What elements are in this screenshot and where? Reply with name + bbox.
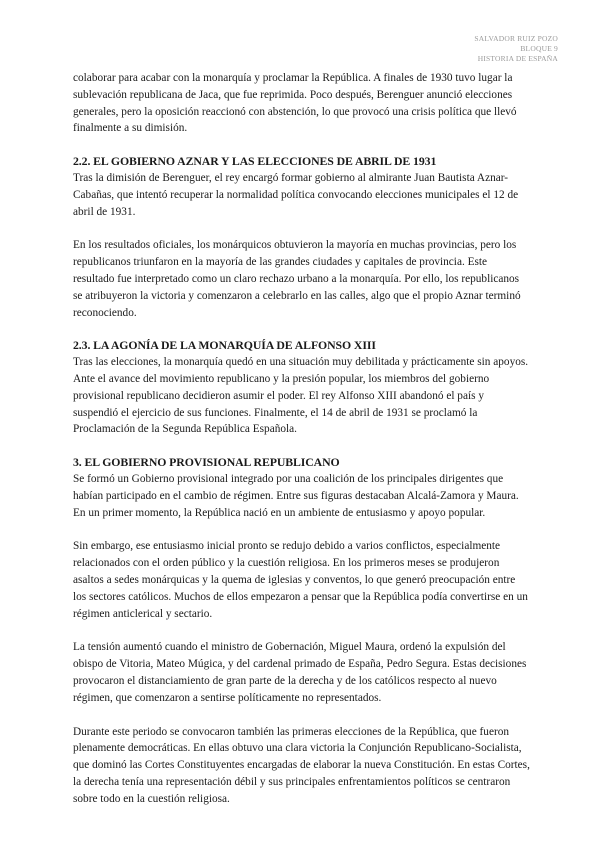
header-subject: HISTORIA DE ESPAÑA: [477, 54, 558, 63]
section-heading-2-2: 2.2. EL GOBIERNO AZNAR Y LAS ELECCIONES DE ABRIL DE 1931: [73, 154, 437, 169]
paragraph: Tras las elecciones, la monarquía quedó en una situación muy debilitada y prácticamente sin apoyos. Ante el avance del movimiento republicano y la presión popular, los miembros del gobierno provisional republicano decidieron asumir el poder. El rey Alfonso XIII abandonó el país y suspendió el ejercicio de sus funciones. Finalmente, el 14 de abril de 1931 se proclamó la Proclamación de la Segunda República Española.: [73, 356, 529, 436]
header-block: BLOQUE 9: [520, 44, 558, 53]
paragraph: Durante este periodo se convocaron también las primeras elecciones de la República, que fueron plenamente democráticas. En ellas obtuvo una clara victoria la Conjunción Republicano-Socialista, que dominó las Cortes Constituyentes encargadas de elaborar la nueva Constitución. En estas Cortes, la derecha tenía una representación débil y sus principales enfrentamientos políticos se centraron sobre todo en la cuestión religiosa.: [73, 725, 530, 805]
paragraph: La tensión aumentó cuando el ministro de Gobernación, Miguel Maura, ordenó la expulsión del obispo de Vitoria, Mateo Múgica, y del cardenal primado de España, Pedro Segura. Estas decisiones provocaron el distanciamiento de gran parte de la derecha y de los católicos respecto al nuevo régimen, que comenzaron a sentirse políticamente no representados.: [73, 641, 527, 704]
document-body: [73, 70, 531, 807]
section-heading-3: 3. EL GOBIERNO PROVISIONAL REPUBLICANO: [73, 455, 340, 470]
intro-paragraph: colaborar para acabar con la monarquía y proclamar la República. A finales de 1930 tuvo lugar la sublevación republicana de Jaca, que fue reprimida. Poco después, Berenguer anunció elecciones generales, pero la oposición reaccionó con abstención, lo que provocó una crisis política que llevó finalmente a su dimisión.: [73, 72, 517, 135]
paragraph: Sin embargo, ese entusiasmo inicial pronto se redujo debido a varios conflictos, especialmente relacionados con el orden público y la cuestión religiosa. En los primeros meses se produjeron asaltos a sedes monárquicas y la quema de iglesias y conventos, lo que generó preocupación entre los sectores católicos. Muchos de ellos empezaron a pensar que la República podía convertirse en un régimen anticlerical y sectario.: [73, 540, 528, 620]
paragraph: Se formó un Gobierno provisional integrado por una coalición de los principales dirigentes que habían participado en el cambio de régimen. Entre sus figuras destacaban Alcalá-Zamora y Maura. En un primer momento, la República nació en un ambiente de entusiasmo y apoyo popular.: [73, 472, 519, 519]
header-author: SALVADOR RUIZ POZO: [474, 34, 558, 43]
paragraph: En los resultados oficiales, los monárquicos obtuvieron la mayoría en muchas provincias, pero los republicanos triunfaron en la mayoría de las grandes ciudades y capitales de provincia. Este resultado fue interpretado como un claro rechazo urbano a la monarquía. Por ello, los republicanos se atribuyeron la victoria y comenzaron a celebrarlo en las calles, algo que el propio Aznar terminó reconociendo.: [73, 239, 521, 319]
section-heading-2-3: 2.3. LA AGONÍA DE LA MONARQUÍA DE ALFONSO XIII: [73, 338, 376, 353]
paragraph: Tras la dimisión de Berenguer, el rey encargó formar gobierno al almirante Juan Bautista Aznar-Cabañas, que intentó recuperar la normalidad política convocando elecciones municipales el 12 de abril de 1931.: [73, 171, 519, 218]
page-header: [474, 34, 558, 64]
